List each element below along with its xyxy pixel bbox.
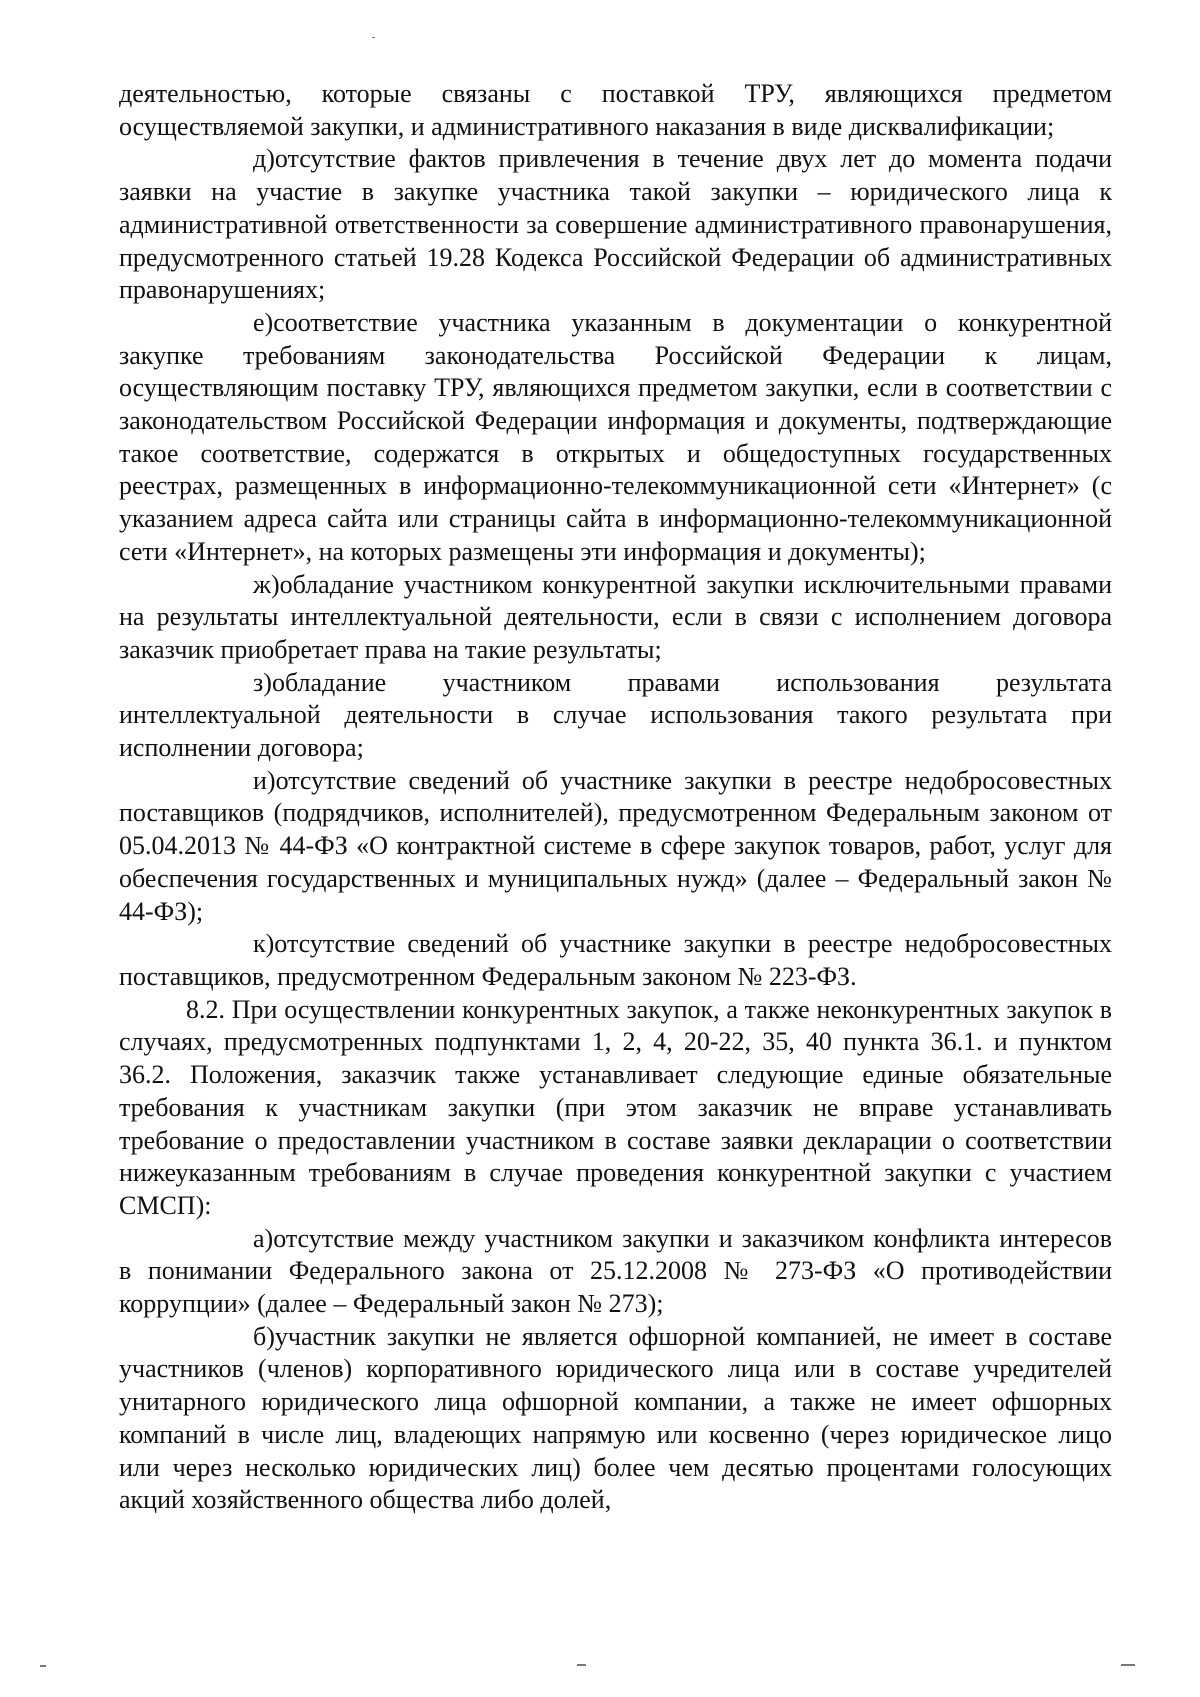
list-marker: и) — [253, 765, 276, 795]
paragraph-text: деятельностью, которые связаны с поставкой ТРУ, являющихся предметом осуществляемой закупки, и административного наказания в виде дисквалификации; — [119, 79, 1112, 141]
list-item-e — [119, 307, 1112, 569]
scan-speck — [40, 1665, 46, 1667]
list-marker: б) — [253, 1321, 275, 1351]
scan-speck — [372, 37, 375, 38]
paragraph-text: соответствие участника указанным в документации о конкурентной закупке требованиям законодательства Российской Федерации к лицам, осуществляющим поставку ТРУ, являющихся предметом закупки, если в соответствии с законодательством Российской Федерации информация и документы, подтверждающие такое соответствие, содержатся в открытых и общедоступных государственных реестрах, размещенных в информационно-телекоммуникационной сети «Интернет» (с указанием адреса сайта или страницы сайта в информационно-телекоммуникационной сети «Интернет», на которых размещены эти информация и документы); — [119, 307, 1112, 566]
document-body — [119, 78, 1112, 1517]
paragraph-text: отсутствие сведений об участнике закупки в реестре недобросовестных поставщиков, предусмотренном Федеральным законом № 223-ФЗ. — [119, 929, 1112, 991]
list-marker: з) — [253, 667, 272, 697]
section-8-2 — [119, 994, 1112, 1223]
list-marker: к) — [253, 929, 275, 959]
list-marker: д) — [253, 144, 275, 174]
paragraph-text: 8.2. При осуществлении конкурентных закупок, а также неконкурентных закупок в случаях, предусмотренных подпунктами 1, 2, 4, 20-22, 35, 40 пункта 36.1. и пунктом 36.2. Положения, заказчик также устанавливает следующие единые обязательные требования к участникам закупки (при этом заказчик не вправе устанавливать требование о предоставлении участником в составе заявки декларации о соответствии нижеуказанным требованиям в случае проведения конкурентной закупки с участием СМСП): — [119, 994, 1112, 1220]
list-item-a — [119, 1223, 1112, 1321]
list-marker: е) — [253, 307, 274, 337]
list-item-b — [119, 1321, 1112, 1517]
list-marker: а) — [253, 1223, 274, 1253]
list-item-i — [119, 765, 1112, 929]
list-marker: ж) — [253, 569, 280, 599]
list-item-k — [119, 928, 1112, 993]
paragraph-text: обладание участником конкурентной закупки исключительными правами на результаты интеллектуальной деятельности, если в связи с исполнением договора заказчик приобретает права на такие результаты; — [119, 569, 1112, 664]
paragraph-continuation — [119, 78, 1112, 143]
scan-speck — [577, 1664, 586, 1666]
list-item-z — [119, 667, 1112, 765]
paragraph-text: отсутствие сведений об участнике закупки в реестре недобросовестных поставщиков (подрядчиков, исполнителей), предусмотренном Федеральным законом от 05.04.2013 № 44-ФЗ «О контрактной системе в сфере закупок товаров, работ, услуг для обеспечения государственных и муниципальных нужд» (далее – Федеральный закон № 44-ФЗ); — [119, 765, 1112, 926]
paragraph-text: обладание участником правами использования результата интеллектуальной деятельности в случае использования такого результата при исполнении договора; — [119, 667, 1112, 763]
paragraph-text: отсутствие между участником закупки и заказчиком конфликта интересов в понимании Федерального закона от 25.12.2008 № 273-ФЗ «О противодействии коррупции» (далее – Федеральный закон № 273); — [119, 1223, 1112, 1319]
list-item-d — [119, 143, 1112, 307]
paragraph-text: участник закупки не является офшорной компанией, не имеет в составе участников (членов) корпоративного юридического лица или в составе учредителей унитарного юридического лица офшорной компании, а также не имеет офшорных компаний в числе лиц, владеющих напрямую или косвенно (через юридическое лицо или через несколько юридических лиц) более чем десятью процентами голосующих акций хозяйственного общества либо долей, — [119, 1321, 1112, 1515]
paragraph-text: отсутствие фактов привлечения в течение двух лет до момента подачи заявки на участие в закупке участника такой закупки – юридического лица к административной ответственности за совершение административного правонарушения, предусмотренного статьей 19.28 Кодекса Российской Федерации об административных правонарушениях; — [119, 144, 1112, 305]
scan-speck — [1121, 1664, 1135, 1666]
list-item-zh — [119, 569, 1112, 667]
